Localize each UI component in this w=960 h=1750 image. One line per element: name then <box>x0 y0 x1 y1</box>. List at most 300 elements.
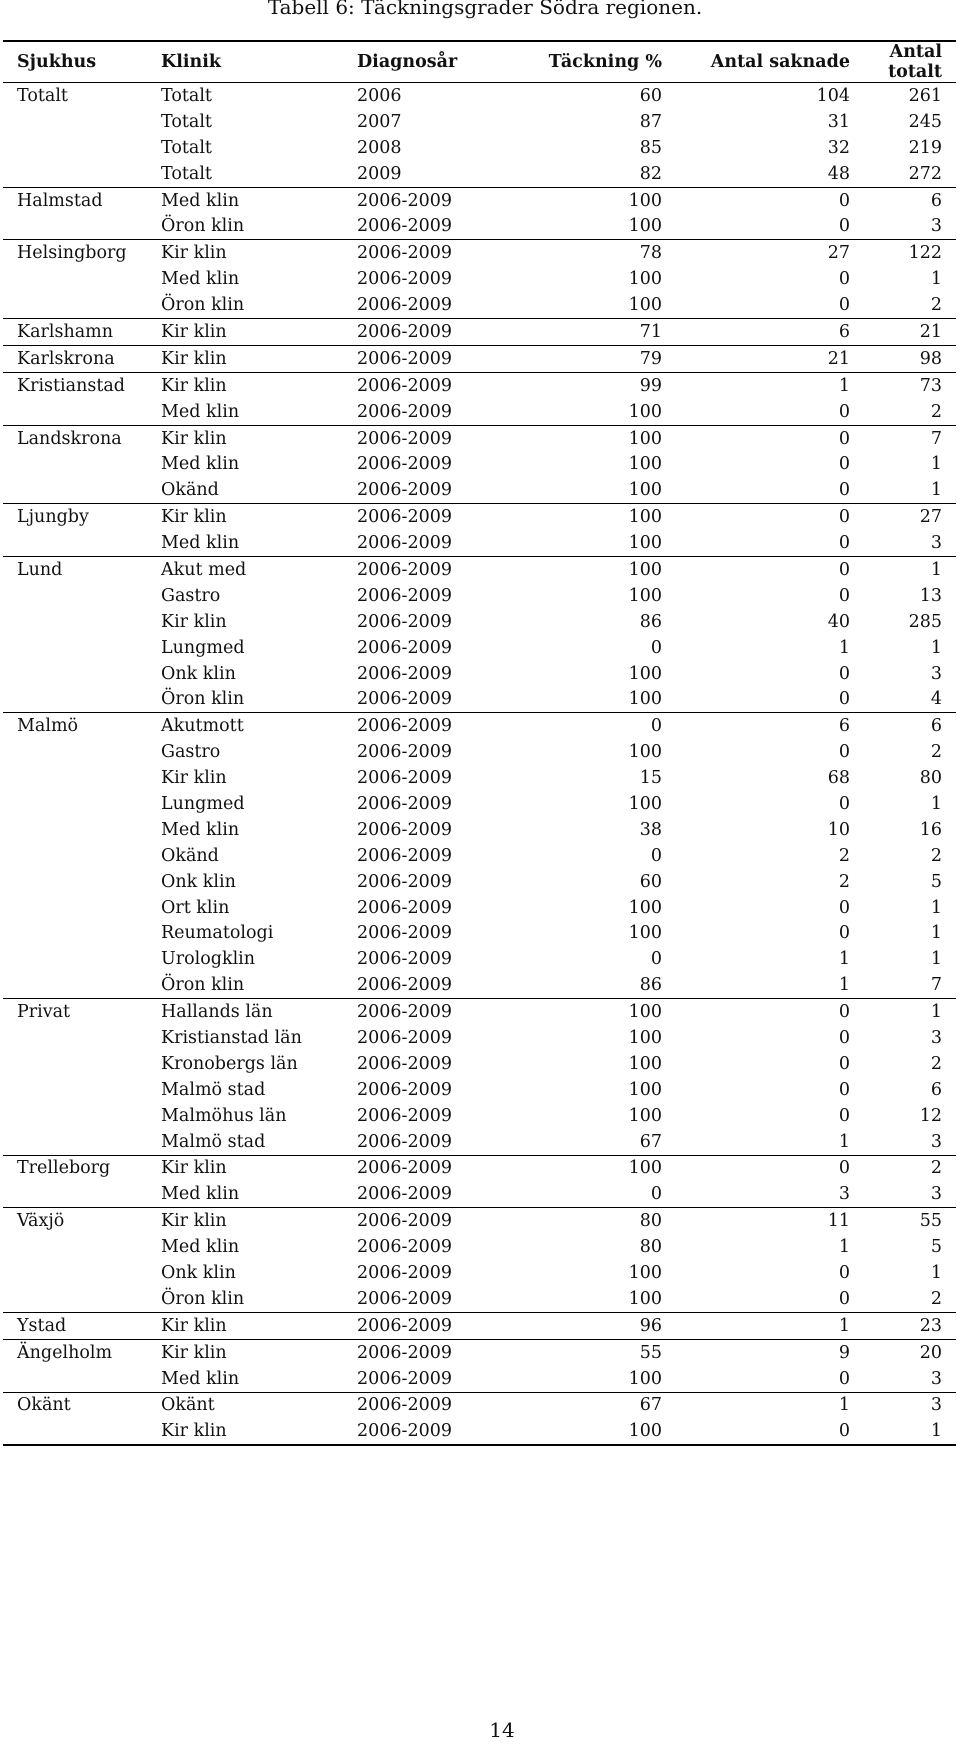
cell-antal-totalt: 20 <box>850 1339 956 1365</box>
cell-antal-totalt: 3 <box>930 1184 942 1205</box>
cell-klinik: Akutmott <box>158 713 321 739</box>
cell-klinik: Med klin <box>161 1237 240 1258</box>
cell-sjukhus <box>3 583 158 609</box>
cell-diagnosar: 2006-2009 <box>357 1237 452 1258</box>
cell-tackning: 100 <box>628 1105 662 1126</box>
table-row <box>3 869 956 895</box>
cell-klinik: Öron klin <box>161 216 245 237</box>
cell-antal-saknade: 0 <box>838 1105 850 1126</box>
cell-klinik: Okänd <box>161 845 219 866</box>
cell-sjukhus: Lund <box>3 557 158 583</box>
cell-sjukhus <box>3 530 158 556</box>
cell-diagnosar: 2006-2009 <box>321 504 492 530</box>
cell-sjukhus <box>3 1077 158 1103</box>
cell-sjukhus <box>3 869 158 895</box>
table-row <box>3 504 956 530</box>
cell-tackning: 86 <box>639 975 662 996</box>
cell-klinik: Lungmed <box>161 793 245 814</box>
cell-antal-saknade: 1 <box>662 1312 850 1339</box>
cell-tackning: 99 <box>492 372 662 398</box>
cell-diagnosar: 2006-2009 <box>357 611 452 632</box>
cell-antal-totalt: 272 <box>908 163 942 184</box>
cell-antal-totalt: 1 <box>930 793 942 814</box>
cell-antal-saknade: 0 <box>838 480 850 501</box>
table-row <box>3 765 956 791</box>
cell-antal-totalt: 1 <box>930 269 942 290</box>
table-header <box>3 41 956 83</box>
table-row <box>3 399 956 425</box>
cell-antal-saknade: 0 <box>662 425 850 451</box>
cell-sjukhus: Privat <box>3 999 158 1025</box>
cell-antal-saknade: 9 <box>662 1339 850 1365</box>
cell-antal-totalt: 73 <box>850 372 956 398</box>
cell-diagnosar: 2006-2009 <box>357 1131 452 1152</box>
cell-klinik: Malmö stad <box>161 1131 266 1152</box>
cell-klinik: Lungmed <box>161 637 245 658</box>
cell-diagnosar: 2006-2009 <box>321 1155 492 1181</box>
cell-diagnosar: 2006-2009 <box>357 1263 452 1284</box>
cell-sjukhus <box>3 213 158 239</box>
table-row <box>3 477 956 503</box>
cell-antal-totalt: 3 <box>930 1131 942 1152</box>
column-header-tackning: Täckning % <box>492 41 662 83</box>
table-row <box>3 1155 956 1181</box>
cell-antal-saknade: 1 <box>838 637 850 658</box>
cell-antal-totalt: 3 <box>850 1392 956 1418</box>
cell-sjukhus: Karlskrona <box>3 345 158 372</box>
cell-antal-saknade: 0 <box>838 401 850 422</box>
table-row <box>3 895 956 921</box>
cell-sjukhus: Växjö <box>3 1208 158 1234</box>
cell-antal-totalt: 1 <box>930 1263 942 1284</box>
cell-klinik: Totalt <box>161 137 212 158</box>
cell-antal-saknade: 1 <box>662 1392 850 1418</box>
cell-klinik: Med klin <box>161 1368 240 1389</box>
cell-antal-saknade: 0 <box>838 1263 850 1284</box>
cell-sjukhus <box>3 661 158 687</box>
cell-antal-saknade: 1 <box>838 949 850 970</box>
cell-diagnosar: 2006-2009 <box>357 1028 452 1048</box>
cell-tackning: 60 <box>639 871 662 892</box>
cell-antal-totalt: 2 <box>930 1288 942 1309</box>
cell-antal-saknade: 0 <box>838 689 850 710</box>
cell-sjukhus <box>3 765 158 791</box>
cell-sjukhus <box>3 921 158 947</box>
table-row <box>3 1103 956 1129</box>
cell-sjukhus: Totalt <box>17 85 68 106</box>
cell-tackning: 80 <box>492 1208 662 1234</box>
cell-klinik: Kir klin <box>158 1208 321 1234</box>
cell-antal-saknade: 11 <box>662 1208 850 1234</box>
cell-antal-totalt: 1 <box>930 923 942 944</box>
cell-tackning: 79 <box>492 345 662 372</box>
cell-diagnosar: 2006-2009 <box>357 1368 452 1389</box>
cell-tackning: 100 <box>492 187 662 213</box>
cell-antal-totalt: 98 <box>850 345 956 372</box>
table-row <box>3 372 956 398</box>
cell-sjukhus <box>3 135 158 161</box>
cell-tackning: 85 <box>639 137 662 158</box>
cell-tackning: 100 <box>628 295 662 316</box>
cell-tackning: 80 <box>639 1237 662 1258</box>
cell-diagnosar: 2006-2009 <box>357 1079 452 1100</box>
cell-sjukhus: Ängelholm <box>3 1339 158 1365</box>
column-header-sjukhus: Sjukhus <box>3 41 158 83</box>
cell-antal-saknade: 31 <box>827 111 850 132</box>
cell-sjukhus <box>3 1181 158 1207</box>
cell-klinik: Kir klin <box>158 345 321 372</box>
cell-klinik: Totalt <box>161 85 212 106</box>
cell-diagnosar: 2006-2009 <box>357 533 452 554</box>
cell-sjukhus <box>3 161 158 187</box>
cell-diagnosar: 2006-2009 <box>357 585 452 606</box>
cell-klinik: Kronobergs län <box>161 1053 298 1074</box>
cell-antal-totalt: 16 <box>919 819 942 840</box>
cell-antal-saknade: 2 <box>838 845 850 866</box>
cell-klinik: Med klin <box>158 187 321 213</box>
cell-diagnosar: 2006-2009 <box>321 345 492 372</box>
cell-tackning: 100 <box>628 1263 662 1284</box>
page-number-text: 14 <box>489 1718 515 1742</box>
cell-diagnosar: 2006-2009 <box>357 1105 452 1126</box>
cell-tackning: 0 <box>650 845 662 866</box>
cell-antal-totalt: 3 <box>930 533 942 554</box>
cell-antal-saknade: 3 <box>838 1184 850 1205</box>
cell-klinik: Kir klin <box>158 1339 321 1365</box>
cell-klinik: Okänt <box>158 1392 321 1418</box>
cell-antal-totalt: 3 <box>930 216 942 237</box>
cell-sjukhus <box>3 266 158 292</box>
cell-diagnosar: 2006-2009 <box>357 216 452 237</box>
cell-sjukhus: Ystad <box>3 1312 158 1339</box>
table-row <box>3 609 956 635</box>
cell-antal-totalt: 80 <box>919 768 942 789</box>
cell-antal-saknade: 21 <box>662 345 850 372</box>
cell-tackning: 100 <box>492 425 662 451</box>
table-row <box>3 1286 956 1312</box>
table-row <box>3 1051 956 1077</box>
cell-klinik: Malmöhus län <box>161 1105 287 1126</box>
table-row <box>3 791 956 817</box>
cell-sjukhus <box>3 1418 158 1445</box>
table-row <box>3 1339 956 1365</box>
cell-klinik: Malmö stad <box>161 1079 266 1100</box>
cell-klinik: Kir klin <box>161 768 227 789</box>
cell-sjukhus <box>3 609 158 635</box>
cell-sjukhus <box>3 817 158 843</box>
cell-antal-totalt: 7 <box>930 975 942 996</box>
cell-antal-saknade: 0 <box>838 742 850 763</box>
table-row <box>3 713 956 739</box>
cell-tackning: 78 <box>492 240 662 266</box>
cell-sjukhus <box>3 1025 158 1051</box>
cell-klinik: Med klin <box>161 819 240 840</box>
coverage-table <box>3 40 956 1446</box>
cell-antal-saknade: 0 <box>838 216 850 237</box>
cell-sjukhus <box>3 477 158 503</box>
cell-antal-saknade: 1 <box>838 1237 850 1258</box>
cell-tackning: 71 <box>492 319 662 346</box>
cell-antal-saknade: 0 <box>662 999 850 1025</box>
cell-klinik: Kir klin <box>158 240 321 266</box>
table-row <box>3 292 956 318</box>
cell-sjukhus <box>3 1260 158 1286</box>
table-row <box>3 999 956 1025</box>
cell-antal-totalt: 4 <box>930 689 942 710</box>
cell-antal-totalt: 1 <box>930 454 942 475</box>
cell-sjukhus <box>3 1234 158 1260</box>
cell-diagnosar: 2006-2009 <box>357 768 452 789</box>
table-row <box>3 425 956 451</box>
cell-diagnosar: 2006-2009 <box>357 1184 452 1205</box>
table-row <box>3 1366 956 1392</box>
column-header-antal-totalt: Antal totalt <box>850 41 956 83</box>
cell-klinik: Okänd <box>161 480 219 501</box>
cell-klinik: Kir klin <box>161 611 227 632</box>
table-row <box>3 557 956 583</box>
cell-klinik: Kir klin <box>158 372 321 398</box>
cell-klinik: Med klin <box>161 269 240 290</box>
cell-antal-totalt: 23 <box>850 1312 956 1339</box>
cell-antal-saknade: 6 <box>662 319 850 346</box>
cell-diagnosar: 2006-2009 <box>321 425 492 451</box>
header-row <box>3 41 956 83</box>
cell-tackning: 0 <box>650 949 662 970</box>
cell-diagnosar: 2006-2009 <box>321 372 492 398</box>
table-row <box>3 345 956 372</box>
cell-sjukhus: Ljungby <box>3 504 158 530</box>
cell-klinik: Ort klin <box>161 897 230 918</box>
table-row <box>3 109 956 135</box>
table-row <box>3 921 956 947</box>
cell-antal-totalt: 5 <box>930 1237 942 1258</box>
cell-klinik: Onk klin <box>161 1263 236 1284</box>
cell-diagnosar: 2008 <box>357 137 402 158</box>
cell-antal-totalt: 55 <box>850 1208 956 1234</box>
cell-antal-totalt: 285 <box>908 611 942 632</box>
cell-antal-totalt: 2 <box>930 845 942 866</box>
cell-tackning: 100 <box>628 689 662 710</box>
cell-klinik: Reumatologi <box>161 923 274 944</box>
cell-klinik: Onk klin <box>161 871 236 892</box>
cell-diagnosar: 2006-2009 <box>357 923 452 944</box>
cell-klinik: Onk klin <box>161 663 236 684</box>
cell-antal-saknade: 0 <box>838 1079 850 1100</box>
cell-diagnosar: 2006-2009 <box>357 689 452 710</box>
cell-antal-saknade: 6 <box>662 713 850 739</box>
cell-antal-saknade: 0 <box>838 923 850 944</box>
cell-tackning: 0 <box>650 1184 662 1205</box>
cell-antal-saknade: 0 <box>838 897 850 918</box>
table-row <box>3 1077 956 1103</box>
cell-antal-totalt: 219 <box>908 137 942 158</box>
table-row <box>3 1312 956 1339</box>
cell-diagnosar: 2009 <box>357 163 402 184</box>
cell-klinik: Kir klin <box>158 425 321 451</box>
cell-sjukhus: Karlshamn <box>3 319 158 346</box>
cell-antal-saknade: 1 <box>662 372 850 398</box>
table-row <box>3 135 956 161</box>
table-row <box>3 319 956 346</box>
cell-antal-totalt: 122 <box>850 240 956 266</box>
cell-klinik: Med klin <box>161 401 240 422</box>
cell-klinik: Kristianstad län <box>161 1028 302 1048</box>
table-row <box>3 972 956 998</box>
cell-tackning: 100 <box>628 1028 662 1048</box>
column-header-klinik: Klinik <box>158 41 321 83</box>
cell-antal-totalt: 1 <box>930 949 942 970</box>
cell-klinik: Hallands län <box>158 999 321 1025</box>
table-row <box>3 240 956 266</box>
cell-klinik: Akut med <box>158 557 321 583</box>
column-header-diagnosar: Diagnosår <box>321 41 492 83</box>
cell-diagnosar: 2006-2009 <box>321 557 492 583</box>
cell-diagnosar: 2006-2009 <box>357 845 452 866</box>
cell-tackning: 100 <box>628 585 662 606</box>
cell-tackning: 0 <box>650 637 662 658</box>
cell-antal-saknade: 0 <box>662 504 850 530</box>
cell-diagnosar: 2006-2009 <box>321 319 492 346</box>
cell-klinik: Kir klin <box>158 319 321 346</box>
table-row <box>3 739 956 765</box>
cell-antal-totalt: 2 <box>930 742 942 763</box>
cell-antal-saknade: 10 <box>827 819 850 840</box>
cell-klinik: Kir klin <box>158 504 321 530</box>
table-row <box>3 1025 956 1051</box>
cell-tackning: 100 <box>628 923 662 944</box>
cell-antal-totalt: 5 <box>930 871 942 892</box>
page-number <box>0 1718 960 1742</box>
cell-antal-totalt: 12 <box>919 1105 942 1126</box>
cell-klinik: Med klin <box>161 1184 240 1205</box>
cell-antal-saknade: 40 <box>827 611 850 632</box>
cell-antal-totalt: 13 <box>919 585 942 606</box>
cell-antal-totalt: 1 <box>930 637 942 658</box>
cell-antal-saknade: 2 <box>838 871 850 892</box>
cell-sjukhus: Malmö <box>3 713 158 739</box>
cell-antal-saknade: 104 <box>816 85 850 106</box>
cell-sjukhus <box>3 895 158 921</box>
cell-antal-totalt: 3 <box>930 663 942 684</box>
cell-diagnosar: 2006-2009 <box>357 975 452 996</box>
cell-tackning: 100 <box>492 504 662 530</box>
cell-klinik: Totalt <box>161 111 212 132</box>
cell-antal-totalt: 2 <box>930 1053 942 1074</box>
table-row <box>3 187 956 213</box>
cell-antal-saknade: 1 <box>838 1131 850 1152</box>
cell-diagnosar: 2006-2009 <box>321 1392 492 1418</box>
cell-sjukhus <box>3 292 158 318</box>
cell-sjukhus <box>3 946 158 972</box>
table-row <box>3 843 956 869</box>
cell-sjukhus <box>3 1129 158 1155</box>
table-row <box>3 635 956 661</box>
table-row <box>3 1181 956 1207</box>
cell-antal-totalt: 1 <box>930 480 942 501</box>
cell-antal-saknade: 0 <box>838 1288 850 1309</box>
cell-antal-totalt: 7 <box>850 425 956 451</box>
cell-klinik: Kir klin <box>158 1155 321 1181</box>
table-row <box>3 1234 956 1260</box>
cell-tackning: 100 <box>628 1079 662 1100</box>
cell-diagnosar: 2006 <box>357 85 402 106</box>
cell-diagnosar: 2006-2009 <box>357 480 452 501</box>
cell-tackning: 100 <box>492 999 662 1025</box>
cell-diagnosar: 2007 <box>357 111 402 132</box>
cell-tackning: 67 <box>639 1131 662 1152</box>
cell-tackning: 15 <box>639 768 662 789</box>
table-caption-text: Tabell 6: Täckningsgrader Södra regionen. <box>267 0 703 19</box>
cell-diagnosar: 2006-2009 <box>321 1339 492 1365</box>
table-row <box>3 1208 956 1234</box>
table-row <box>3 661 956 687</box>
cell-sjukhus <box>3 972 158 998</box>
cell-antal-saknade: 68 <box>827 768 850 789</box>
cell-antal-saknade: 0 <box>838 793 850 814</box>
cell-diagnosar: 2006-2009 <box>357 742 452 763</box>
cell-antal-saknade: 0 <box>838 533 850 554</box>
cell-klinik: Urologklin <box>161 949 256 970</box>
cell-sjukhus <box>3 451 158 477</box>
cell-sjukhus <box>3 1051 158 1077</box>
cell-sjukhus <box>3 109 158 135</box>
cell-tackning: 100 <box>628 533 662 554</box>
cell-antal-saknade: 0 <box>662 1155 850 1181</box>
cell-klinik: Gastro <box>161 585 221 606</box>
cell-antal-totalt: 1 <box>850 557 956 583</box>
cell-sjukhus: Helsingborg <box>3 240 158 266</box>
cell-klinik: Gastro <box>161 742 221 763</box>
cell-diagnosar: 2006-2009 <box>357 871 452 892</box>
cell-tackning: 67 <box>492 1392 662 1418</box>
table-row <box>3 161 956 187</box>
cell-sjukhus <box>3 1286 158 1312</box>
cell-diagnosar: 2006-2009 <box>357 454 452 475</box>
cell-antal-saknade: 48 <box>827 163 850 184</box>
table-row <box>3 817 956 843</box>
cell-antal-totalt: 6 <box>850 713 956 739</box>
cell-diagnosar: 2006-2009 <box>357 269 452 290</box>
cell-diagnosar: 2006-2009 <box>357 897 452 918</box>
cell-sjukhus <box>3 843 158 869</box>
cell-sjukhus <box>3 635 158 661</box>
cell-klinik: Med klin <box>161 454 240 475</box>
cell-tackning: 100 <box>492 1418 662 1445</box>
cell-sjukhus <box>3 791 158 817</box>
cell-sjukhus <box>3 686 158 712</box>
cell-antal-totalt: 245 <box>908 111 942 132</box>
cell-diagnosar: 2006-2009 <box>357 949 452 970</box>
cell-sjukhus: Halmstad <box>3 187 158 213</box>
cell-antal-totalt: 2 <box>930 401 942 422</box>
cell-klinik: Öron klin <box>161 1288 245 1309</box>
cell-tackning: 100 <box>492 1155 662 1181</box>
cell-diagnosar: 2006-2009 <box>357 295 452 316</box>
cell-diagnosar: 2006-2009 <box>357 401 452 422</box>
table-row <box>3 686 956 712</box>
table-row <box>3 213 956 239</box>
cell-tackning: 100 <box>628 216 662 237</box>
cell-klinik: Totalt <box>161 163 212 184</box>
cell-tackning: 100 <box>628 480 662 501</box>
cell-diagnosar: 2006-2009 <box>357 819 452 840</box>
cell-tackning: 100 <box>628 269 662 290</box>
cell-tackning: 100 <box>628 1053 662 1074</box>
cell-tackning: 86 <box>639 611 662 632</box>
cell-klinik: Kir klin <box>158 1312 321 1339</box>
cell-antal-totalt: 1 <box>850 999 956 1025</box>
table-row <box>3 451 956 477</box>
